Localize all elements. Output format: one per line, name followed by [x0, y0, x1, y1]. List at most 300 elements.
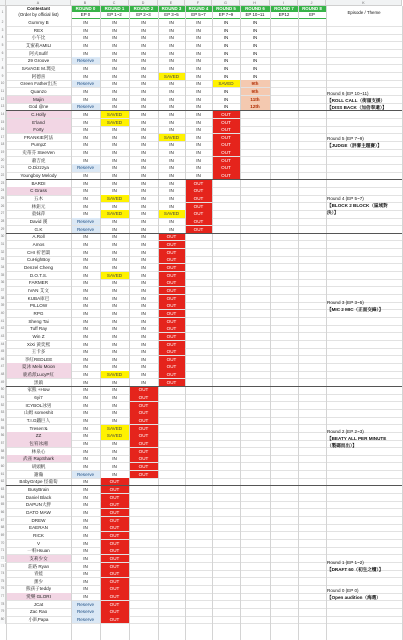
status-cell[interactable]: IN: [83, 418, 88, 424]
row-number[interactable]: 60: [0, 463, 6, 471]
status-cell[interactable]: IN: [141, 249, 146, 255]
status-cell[interactable]: IN: [141, 104, 146, 110]
row-number[interactable]: 75: [0, 578, 6, 586]
status-cell[interactable]: IN: [141, 142, 146, 148]
status-cell[interactable]: IN: [252, 50, 258, 56]
row-number[interactable]: 38: [0, 295, 6, 303]
status-cell[interactable]: OUT: [100, 578, 129, 586]
status-cell[interactable]: Reserve: [71, 218, 100, 226]
status-cell[interactable]: IN: [83, 341, 88, 347]
status-cell[interactable]: OUT: [185, 180, 212, 188]
column-header-k[interactable]: K: [326, 0, 402, 6]
status-cell[interactable]: IN: [112, 387, 117, 393]
status-cell[interactable]: OUT: [212, 134, 240, 142]
row-number[interactable]: 22: [0, 172, 6, 180]
status-cell[interactable]: SAVED: [100, 119, 129, 127]
row-number[interactable]: 3: [0, 27, 6, 35]
status-cell[interactable]: OUT: [158, 363, 185, 371]
status-cell[interactable]: IN: [83, 463, 88, 469]
status-cell[interactable]: IN: [141, 219, 146, 225]
row-number[interactable]: 52: [0, 402, 6, 410]
contestant-name-cell[interactable]: DAPUN大胖: [25, 502, 52, 508]
status-cell[interactable]: IN: [141, 272, 146, 278]
status-cell[interactable]: SAVED: [100, 425, 129, 433]
contestant-name-cell[interactable]: Green Father出杰: [20, 81, 57, 87]
status-cell[interactable]: OUT: [100, 486, 129, 494]
row-number[interactable]: 20: [0, 157, 6, 165]
row-number[interactable]: 7: [0, 57, 6, 65]
status-cell[interactable]: IN: [112, 150, 117, 156]
status-cell[interactable]: IN: [83, 96, 88, 102]
status-cell[interactable]: IN: [169, 142, 174, 148]
status-cell[interactable]: IN: [141, 226, 146, 232]
status-cell[interactable]: IN: [169, 226, 174, 232]
contestant-name-cell[interactable]: V: [36, 540, 41, 546]
status-cell[interactable]: OUT: [158, 256, 185, 264]
contestant-name-cell[interactable]: T.I.G鐵巨人: [26, 418, 51, 424]
status-cell[interactable]: IN: [83, 142, 88, 148]
row-number[interactable]: 15: [0, 119, 6, 127]
status-cell[interactable]: IN: [169, 96, 174, 102]
status-cell[interactable]: IN: [196, 27, 201, 33]
row-number[interactable]: 78: [0, 601, 6, 609]
contestant-name-cell[interactable]: B4byGr4pe 怪葡萄: [19, 479, 58, 485]
row-number[interactable]: 27: [0, 210, 6, 218]
contestant-name-cell[interactable]: C.Holly: [6, 111, 71, 119]
row-number[interactable]: 21: [0, 164, 6, 172]
status-cell[interactable]: OUT: [158, 379, 185, 387]
contestant-name-cell[interactable]: 阿德喜: [31, 73, 46, 79]
status-cell[interactable]: SAVED: [158, 73, 185, 81]
contestant-name-cell[interactable]: FARMER: [28, 280, 49, 286]
status-cell[interactable]: IN: [83, 364, 88, 370]
row-number[interactable]: 46: [0, 356, 6, 364]
status-cell[interactable]: OUT: [129, 417, 158, 425]
status-cell[interactable]: IN: [83, 111, 88, 117]
status-cell[interactable]: IN: [83, 50, 88, 56]
contestant-name-cell[interactable]: 童妹萍: [31, 211, 46, 217]
status-cell[interactable]: IN: [112, 333, 117, 339]
contestant-name-cell[interactable]: SAVAGE M.瑪克: [21, 65, 56, 71]
status-cell[interactable]: IN: [141, 58, 146, 64]
status-cell[interactable]: IN: [112, 295, 117, 301]
status-cell[interactable]: IN: [169, 81, 174, 87]
status-cell[interactable]: IN: [83, 571, 88, 577]
status-cell[interactable]: IN: [141, 241, 146, 247]
row-number[interactable]: 2: [0, 19, 6, 27]
status-cell[interactable]: OUT: [100, 608, 129, 616]
status-cell[interactable]: IN: [223, 96, 229, 102]
status-cell[interactable]: OUT: [185, 203, 212, 211]
row-number[interactable]: 55: [0, 425, 6, 433]
status-cell[interactable]: IN: [223, 65, 229, 71]
column-header-h[interactable]: H: [240, 0, 270, 6]
row-number[interactable]: 59: [0, 455, 6, 463]
status-cell[interactable]: IN: [196, 73, 201, 79]
status-cell[interactable]: IN: [83, 241, 88, 247]
row-number[interactable]: 68: [0, 524, 6, 532]
contestant-name-cell[interactable]: JCat: [33, 601, 44, 607]
status-cell[interactable]: Reserve: [71, 601, 100, 609]
status-cell[interactable]: IN: [112, 88, 117, 94]
contestant-name-cell[interactable]: 薰少: [33, 578, 44, 584]
row-number[interactable]: 42: [0, 325, 6, 333]
status-cell[interactable]: IN: [112, 364, 117, 370]
status-cell[interactable]: OUT: [100, 547, 129, 555]
status-cell[interactable]: IN: [83, 318, 88, 324]
status-cell[interactable]: IN: [196, 81, 201, 87]
status-cell[interactable]: IN: [169, 42, 174, 48]
status-cell[interactable]: IN: [112, 104, 117, 110]
status-cell[interactable]: IN: [112, 341, 117, 347]
status-cell[interactable]: IN: [83, 563, 88, 569]
row-number[interactable]: 4: [0, 34, 6, 42]
status-cell[interactable]: IN: [112, 280, 117, 286]
row-number[interactable]: 32: [0, 249, 6, 257]
contestant-name-cell[interactable]: O.Dizzzya: [28, 165, 49, 171]
status-cell[interactable]: Reserve: [71, 57, 100, 65]
status-cell[interactable]: 12th: [240, 103, 270, 111]
status-cell[interactable]: OUT: [158, 279, 185, 287]
status-cell[interactable]: OUT: [158, 249, 185, 257]
status-cell[interactable]: IN: [83, 540, 88, 546]
status-cell[interactable]: IN: [141, 127, 146, 133]
status-cell[interactable]: 11th: [240, 96, 270, 104]
status-cell[interactable]: IN: [83, 372, 88, 378]
status-cell[interactable]: IN: [112, 471, 117, 477]
row-number[interactable]: 66: [0, 509, 6, 517]
status-cell[interactable]: IN: [83, 257, 88, 263]
status-cell[interactable]: IN: [223, 104, 229, 110]
status-cell[interactable]: OUT: [129, 448, 158, 456]
status-cell[interactable]: IN: [196, 20, 201, 25]
contestant-name-cell[interactable]: 史蒂芬 SteeVen: [22, 150, 55, 156]
status-cell[interactable]: IN: [196, 119, 201, 125]
row-number[interactable]: 56: [0, 432, 6, 440]
column-header-j[interactable]: J: [298, 0, 326, 6]
status-cell[interactable]: IN: [83, 180, 88, 186]
row-number[interactable]: 5: [0, 42, 6, 50]
status-cell[interactable]: IN: [141, 295, 146, 301]
contestant-name-cell[interactable]: C Grass: [6, 187, 71, 195]
status-cell[interactable]: OUT: [100, 509, 129, 517]
status-cell[interactable]: IN: [196, 111, 201, 117]
contestant-name-cell[interactable]: 包宥冰湘: [6, 440, 71, 448]
status-cell[interactable]: IN: [112, 142, 117, 148]
status-cell[interactable]: IN: [141, 150, 146, 156]
status-cell[interactable]: IN: [83, 310, 88, 316]
row-number[interactable]: 58: [0, 448, 6, 456]
status-cell[interactable]: IN: [169, 173, 174, 179]
status-cell[interactable]: IN: [141, 20, 146, 25]
status-cell[interactable]: IN: [112, 303, 117, 309]
status-cell[interactable]: IN: [112, 50, 117, 56]
status-cell[interactable]: IN: [141, 188, 146, 194]
status-cell[interactable]: IN: [141, 303, 146, 309]
status-cell[interactable]: IN: [223, 73, 229, 79]
status-cell[interactable]: IN: [169, 50, 174, 56]
status-cell[interactable]: IN: [196, 96, 201, 102]
status-cell[interactable]: IN: [83, 387, 88, 393]
status-cell[interactable]: IN: [112, 326, 117, 332]
status-cell[interactable]: SAVED: [100, 371, 129, 379]
status-cell[interactable]: Reserve: [71, 608, 100, 616]
status-cell[interactable]: IN: [112, 264, 117, 270]
status-cell[interactable]: OUT: [100, 501, 129, 509]
contestant-name-cell[interactable]: 熊孩子teddy: [25, 586, 52, 592]
contestant-name-cell[interactable]: PumpZ: [31, 142, 46, 148]
status-cell[interactable]: IN: [169, 165, 174, 171]
status-cell[interactable]: OUT: [100, 593, 129, 601]
status-cell[interactable]: IN: [83, 326, 88, 332]
status-cell[interactable]: OUT: [158, 310, 185, 318]
row-number[interactable]: 69: [0, 532, 6, 540]
contestant-name-cell[interactable]: Denzel Cheng: [23, 264, 54, 270]
status-cell[interactable]: IN: [252, 27, 258, 33]
contestant-name-cell[interactable]: God @ne: [28, 104, 49, 110]
status-cell[interactable]: 9th: [240, 88, 270, 96]
status-cell[interactable]: IN: [223, 35, 229, 41]
status-cell[interactable]: OUT: [158, 241, 185, 249]
status-cell[interactable]: IN: [83, 27, 88, 33]
status-cell[interactable]: IN: [252, 20, 258, 25]
row-number[interactable]: 77: [0, 593, 6, 601]
row-number[interactable]: 9: [0, 73, 6, 81]
status-cell[interactable]: IN: [112, 318, 117, 324]
status-cell[interactable]: OUT: [212, 141, 240, 149]
contestant-name-cell[interactable]: 李紅REDLEE: [24, 356, 53, 362]
status-cell[interactable]: OUT: [100, 563, 129, 571]
column-header-f[interactable]: F: [185, 0, 212, 6]
contestant-name-cell[interactable]: XiXi 黃奕熙: [26, 341, 51, 347]
row-number[interactable]: 34: [0, 264, 6, 272]
row-number[interactable]: 44: [0, 341, 6, 349]
status-cell[interactable]: IN: [83, 494, 88, 500]
status-cell[interactable]: OUT: [158, 287, 185, 295]
status-cell[interactable]: IN: [196, 134, 201, 140]
status-cell[interactable]: IN: [196, 58, 201, 64]
status-cell[interactable]: IN: [141, 326, 146, 332]
status-cell[interactable]: SAVED: [100, 111, 129, 119]
row-number[interactable]: 48: [0, 371, 6, 379]
status-cell[interactable]: IN: [112, 441, 117, 447]
status-cell[interactable]: SAVED: [158, 210, 185, 218]
row-number[interactable]: 67: [0, 517, 6, 525]
status-cell[interactable]: IN: [141, 234, 146, 240]
contestant-name-cell[interactable]: 家熊 +How: [27, 387, 50, 393]
contestant-name-cell[interactable]: 艾蜜莉AMILI: [25, 42, 52, 48]
status-cell[interactable]: IN: [83, 395, 88, 401]
contestant-name-cell[interactable]: Forty: [6, 126, 71, 134]
row-number[interactable]: 73: [0, 563, 6, 571]
status-cell[interactable]: IN: [112, 20, 117, 25]
status-cell[interactable]: 9th: [240, 80, 270, 88]
status-cell[interactable]: IN: [112, 73, 117, 79]
status-cell[interactable]: IN: [169, 219, 174, 225]
row-number[interactable]: 13: [0, 103, 6, 111]
row-number[interactable]: 14: [0, 111, 6, 119]
column-header-a[interactable]: A: [6, 0, 71, 6]
contestant-name-cell[interactable]: David 漢: [29, 219, 48, 225]
status-cell[interactable]: SAVED: [100, 210, 129, 218]
status-cell[interactable]: OUT: [129, 394, 158, 402]
status-cell[interactable]: IN: [169, 20, 174, 25]
status-cell[interactable]: IN: [141, 42, 146, 48]
status-cell[interactable]: IN: [112, 463, 117, 469]
status-cell[interactable]: IN: [196, 88, 201, 94]
contestant-name-cell[interactable]: 鹿希派LucyP紅: [6, 371, 71, 379]
contestant-name-cell[interactable]: 阿夫Sufif: [29, 50, 48, 56]
status-cell[interactable]: IN: [83, 586, 88, 592]
contestant-name-cell[interactable]: Youngboy Melody: [20, 173, 57, 179]
contestant-name-cell[interactable]: BusyBrain: [28, 486, 49, 492]
contestant-name-cell[interactable]: 五木: [33, 196, 44, 202]
contestant-name-cell[interactable]: IVAN 艾文: [28, 287, 49, 293]
row-number[interactable]: 51: [0, 394, 6, 402]
status-cell[interactable]: IN: [141, 81, 146, 87]
status-cell[interactable]: IN: [83, 119, 88, 125]
row-number[interactable]: 54: [0, 417, 6, 425]
status-cell[interactable]: OUT: [129, 425, 158, 433]
contestant-name-cell[interactable]: 林泉心: [31, 448, 46, 454]
status-cell[interactable]: IN: [141, 264, 146, 270]
status-cell[interactable]: IN: [112, 249, 117, 255]
row-number[interactable]: 10: [0, 80, 6, 88]
row-number[interactable]: 26: [0, 203, 6, 211]
row-number[interactable]: 39: [0, 302, 6, 310]
status-cell[interactable]: IN: [169, 104, 174, 110]
row-number[interactable]: 64: [0, 494, 6, 502]
status-cell[interactable]: IN: [169, 157, 174, 163]
status-cell[interactable]: SAVED: [100, 195, 129, 203]
contestant-name-cell[interactable]: 王卡多: [31, 349, 46, 355]
status-cell[interactable]: IN: [83, 555, 88, 561]
row-number[interactable]: 17: [0, 134, 6, 142]
status-cell[interactable]: Reserve: [71, 471, 100, 479]
status-cell[interactable]: OUT: [158, 325, 185, 333]
row-number[interactable]: 65: [0, 501, 6, 509]
status-cell[interactable]: IN: [83, 502, 88, 508]
status-cell[interactable]: IN: [141, 119, 146, 125]
status-cell[interactable]: Reserve: [71, 103, 100, 111]
status-cell[interactable]: OUT: [100, 570, 129, 578]
contestant-name-cell[interactable]: A.Roll: [32, 234, 45, 240]
contestant-name-cell[interactable]: 林鉅元: [31, 203, 46, 209]
status-cell[interactable]: OUT: [158, 371, 185, 379]
row-number[interactable]: 50: [0, 386, 6, 394]
row-number[interactable]: 24: [0, 187, 6, 195]
status-cell[interactable]: IN: [83, 134, 88, 140]
status-cell[interactable]: IN: [169, 65, 174, 71]
status-cell[interactable]: IN: [196, 35, 201, 41]
contestant-name-cell[interactable]: ZZ: [6, 432, 71, 440]
status-cell[interactable]: OUT: [158, 333, 185, 341]
status-cell[interactable]: IN: [141, 349, 146, 355]
status-cell[interactable]: IN: [112, 96, 117, 102]
status-cell[interactable]: SAVED: [158, 134, 185, 142]
status-cell[interactable]: IN: [223, 20, 229, 25]
status-cell[interactable]: IN: [141, 27, 146, 33]
contestant-name-cell[interactable]: Amos: [32, 241, 45, 247]
status-cell[interactable]: OUT: [100, 601, 129, 609]
row-number[interactable]: 79: [0, 608, 6, 616]
contestant-name-cell[interactable]: 胡頭帆: [31, 463, 46, 469]
contestant-name-cell[interactable]: 山姆 someshit: [24, 410, 53, 416]
status-cell[interactable]: IN: [141, 257, 146, 263]
column-header-c[interactable]: C: [100, 0, 129, 6]
status-cell[interactable]: IN: [112, 188, 117, 194]
status-cell[interactable]: IN: [83, 486, 88, 492]
contestant-name-cell[interactable]: RPG: [33, 310, 44, 316]
status-cell[interactable]: IN: [83, 196, 88, 202]
status-cell[interactable]: IN: [83, 203, 88, 209]
status-cell[interactable]: Reserve: [71, 80, 100, 88]
status-cell[interactable]: OUT: [212, 172, 240, 180]
status-cell[interactable]: IN: [141, 180, 146, 186]
status-cell[interactable]: IN: [141, 196, 146, 202]
status-cell[interactable]: IN: [83, 441, 88, 447]
status-cell[interactable]: IN: [83, 303, 88, 309]
contestant-name-cell[interactable]: BARDI: [31, 180, 46, 186]
status-cell[interactable]: IN: [112, 42, 117, 48]
contestant-name-cell[interactable]: 謝瀚: [33, 471, 44, 477]
row-number[interactable]: 11: [0, 88, 6, 96]
column-header-d[interactable]: D: [129, 0, 158, 6]
contestant-name-cell[interactable]: ICYBOL冰男: [25, 402, 52, 408]
status-cell[interactable]: OUT: [129, 471, 158, 479]
column-header-g[interactable]: G: [212, 0, 240, 6]
status-cell[interactable]: OUT: [158, 348, 185, 356]
status-cell[interactable]: IN: [83, 150, 88, 156]
status-cell[interactable]: IN: [112, 379, 117, 385]
column-header-i[interactable]: I: [270, 0, 298, 6]
status-cell[interactable]: OUT: [129, 432, 158, 440]
contestant-name-cell[interactable]: DREW: [31, 517, 46, 523]
row-number[interactable]: 47: [0, 363, 6, 371]
contestant-name-cell[interactable]: Majin: [6, 96, 71, 104]
row-number[interactable]: 43: [0, 333, 6, 341]
status-cell[interactable]: IN: [112, 27, 117, 33]
status-cell[interactable]: IN: [83, 456, 88, 462]
row-number[interactable]: 76: [0, 585, 6, 593]
status-cell[interactable]: OUT: [212, 157, 240, 165]
contestant-name-cell[interactable]: RICK: [33, 532, 44, 538]
status-cell[interactable]: IN: [83, 280, 88, 286]
contestant-name-cell[interactable]: E'land: [6, 119, 71, 127]
status-cell[interactable]: IN: [83, 234, 88, 240]
contestant-name-cell[interactable]: 蕭吉虎: [31, 157, 46, 163]
status-cell[interactable]: IN: [83, 517, 88, 523]
status-cell[interactable]: IN: [141, 287, 146, 293]
contestant-name-cell[interactable]: 小午比: [31, 35, 46, 41]
contestant-name-cell[interactable]: D.O.T.S.: [29, 272, 48, 278]
contestant-name-cell[interactable]: 武雀 RapShark: [6, 455, 71, 463]
contestant-name-cell[interactable]: 夏沐 Melo Moon: [6, 363, 71, 371]
row-number[interactable]: 33: [0, 256, 6, 264]
status-cell[interactable]: IN: [83, 127, 88, 133]
status-cell[interactable]: IN: [169, 150, 174, 156]
status-cell[interactable]: IN: [83, 349, 88, 355]
contestant-name-cell[interactable]: 6yi7: [34, 395, 43, 401]
status-cell[interactable]: IN: [141, 203, 146, 209]
row-number[interactable]: 1: [0, 6, 6, 19]
status-cell[interactable]: IN: [83, 188, 88, 194]
status-cell[interactable]: IN: [83, 73, 88, 79]
contestant-name-cell[interactable]: KUBA庫巴: [27, 295, 50, 301]
status-cell[interactable]: IN: [141, 50, 146, 56]
status-cell[interactable]: IN: [83, 433, 88, 439]
contestant-name-cell[interactable]: REX: [33, 27, 44, 33]
